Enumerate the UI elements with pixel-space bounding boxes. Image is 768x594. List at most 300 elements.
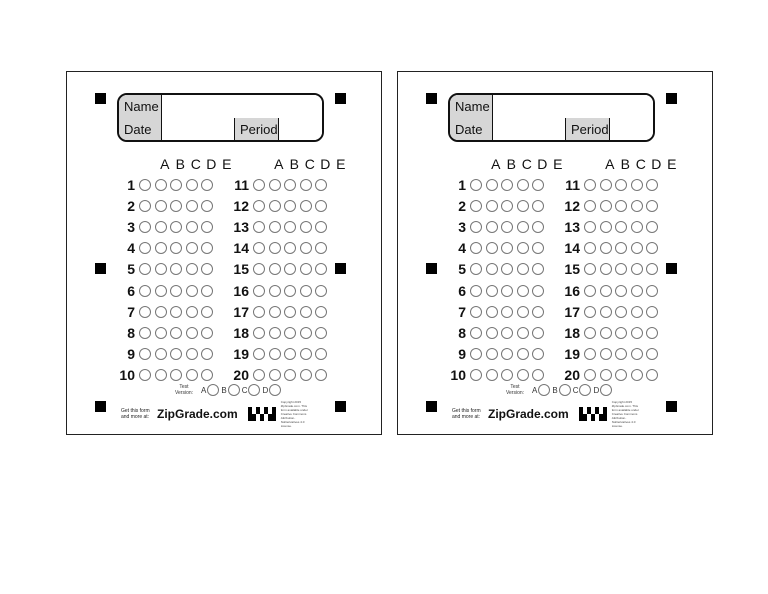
question-number: 1 <box>458 176 466 193</box>
answer-bubble[interactable] <box>486 263 498 275</box>
answer-bubble[interactable] <box>532 200 544 212</box>
choice-letter: E <box>222 156 232 172</box>
answer-bubble[interactable] <box>186 221 198 233</box>
reg-mark-top-right <box>666 93 677 104</box>
answer-bubble[interactable] <box>186 179 198 191</box>
answer-bubble[interactable] <box>517 263 529 275</box>
answer-bubble[interactable] <box>501 263 513 275</box>
answer-bubble[interactable] <box>139 327 151 339</box>
answer-bubble[interactable] <box>300 221 312 233</box>
answer-bubble[interactable] <box>646 200 658 212</box>
answer-bubble[interactable] <box>269 306 281 318</box>
answer-bubble[interactable] <box>201 369 213 381</box>
answer-bubble[interactable] <box>139 306 151 318</box>
answer-bubble[interactable] <box>201 242 213 254</box>
answer-bubble[interactable] <box>532 179 544 191</box>
answer-bubble[interactable] <box>600 263 612 275</box>
test-version <box>173 384 283 396</box>
answer-bubble[interactable] <box>139 179 151 191</box>
answer-bubble[interactable] <box>517 348 529 360</box>
answer-bubble[interactable] <box>300 348 312 360</box>
answer-bubble[interactable] <box>155 221 167 233</box>
answer-bubble[interactable] <box>600 200 612 212</box>
answer-bubble[interactable] <box>284 263 296 275</box>
answer-bubble[interactable] <box>315 285 327 297</box>
answer-bubble[interactable] <box>170 285 182 297</box>
period-label: Period <box>235 118 279 142</box>
question-row <box>442 280 548 301</box>
period-field[interactable] <box>610 118 653 142</box>
question-number: 18 <box>233 324 249 341</box>
question-number: 8 <box>127 324 135 341</box>
answer-bubble[interactable] <box>646 369 658 381</box>
answer-bubble[interactable] <box>584 369 596 381</box>
answer-bubble[interactable] <box>470 263 482 275</box>
answer-bubble[interactable] <box>155 242 167 254</box>
question-row <box>556 238 662 259</box>
answer-bubble[interactable] <box>170 200 182 212</box>
answer-bubble[interactable] <box>615 306 627 318</box>
answer-bubble[interactable] <box>517 369 529 381</box>
answer-bubble[interactable] <box>155 306 167 318</box>
answer-bubble[interactable] <box>269 348 281 360</box>
version-bubble[interactable] <box>228 384 240 396</box>
copyright-text: Copyright 2015 ZipGrade.com. This form available under Creative Commons Attribution-NoDerivatives 4.0 License. <box>611 400 639 428</box>
answer-bubble[interactable] <box>631 179 643 191</box>
answer-bubble[interactable] <box>253 242 265 254</box>
answer-bubble[interactable] <box>284 348 296 360</box>
answer-bubble[interactable] <box>584 327 596 339</box>
answer-bubble[interactable] <box>201 327 213 339</box>
answer-bubble[interactable] <box>253 179 265 191</box>
question-row <box>442 238 548 259</box>
answer-bubble[interactable] <box>584 306 596 318</box>
choice-letter: D <box>206 156 217 172</box>
question-row <box>225 216 331 237</box>
answer-bubble[interactable] <box>201 306 213 318</box>
question-number: 1 <box>127 176 135 193</box>
answer-bubble[interactable] <box>253 348 265 360</box>
question-number: 15 <box>564 261 580 278</box>
answer-bubble[interactable] <box>170 221 182 233</box>
answer-bubble[interactable] <box>186 200 198 212</box>
answer-bubble[interactable] <box>315 200 327 212</box>
answer-bubble[interactable] <box>253 306 265 318</box>
reg-mark-mid-right <box>335 263 346 274</box>
reg-mark-top-left <box>426 93 437 104</box>
answer-bubble[interactable] <box>155 263 167 275</box>
answer-bubble[interactable] <box>517 242 529 254</box>
answer-bubble[interactable] <box>532 369 544 381</box>
answer-bubble[interactable] <box>501 221 513 233</box>
student-info-box <box>448 93 655 142</box>
answer-sheet-right <box>397 71 713 435</box>
answer-bubble[interactable] <box>470 242 482 254</box>
answer-bubble[interactable] <box>139 200 151 212</box>
answer-bubble[interactable] <box>470 179 482 191</box>
answer-bubble[interactable] <box>584 221 596 233</box>
question-row <box>111 365 217 386</box>
answer-bubble[interactable] <box>646 221 658 233</box>
answer-bubble[interactable] <box>284 369 296 381</box>
brand-name: ZipGrade.com <box>488 407 569 421</box>
answer-bubble[interactable] <box>631 242 643 254</box>
answer-bubble[interactable] <box>269 327 281 339</box>
answer-bubble[interactable] <box>646 179 658 191</box>
answer-bubble[interactable] <box>646 263 658 275</box>
answer-bubble[interactable] <box>139 369 151 381</box>
version-letter: B <box>221 385 227 395</box>
answer-bubble[interactable] <box>646 285 658 297</box>
answer-bubble[interactable] <box>470 285 482 297</box>
answer-bubble[interactable] <box>315 348 327 360</box>
question-number: 9 <box>127 346 135 363</box>
answer-bubble[interactable] <box>253 200 265 212</box>
answer-bubble[interactable] <box>532 285 544 297</box>
question-row <box>225 322 331 343</box>
answer-bubble[interactable] <box>532 306 544 318</box>
answer-bubble[interactable] <box>155 179 167 191</box>
answer-bubble[interactable] <box>269 369 281 381</box>
question-number: 19 <box>233 346 249 363</box>
answer-bubble[interactable] <box>300 285 312 297</box>
answer-bubble[interactable] <box>615 285 627 297</box>
answer-bubble[interactable] <box>486 242 498 254</box>
answer-bubble[interactable] <box>615 179 627 191</box>
choice-letter: B <box>620 156 630 172</box>
answer-bubble[interactable] <box>315 306 327 318</box>
answer-bubble[interactable] <box>139 263 151 275</box>
answer-bubble[interactable] <box>517 179 529 191</box>
answer-bubble[interactable] <box>186 306 198 318</box>
question-number: 6 <box>458 282 466 299</box>
choice-letter: D <box>537 156 548 172</box>
answer-bubble[interactable] <box>284 327 296 339</box>
answer-bubble[interactable] <box>186 348 198 360</box>
answer-bubble[interactable] <box>600 179 612 191</box>
answer-bubble[interactable] <box>600 369 612 381</box>
answer-bubble[interactable] <box>315 242 327 254</box>
reg-mark-bottom-right <box>335 401 346 412</box>
choice-letter: E <box>667 156 677 172</box>
choice-letter: B <box>506 156 516 172</box>
name-field[interactable] <box>162 95 322 118</box>
answer-bubble[interactable] <box>584 179 596 191</box>
answer-bubble[interactable] <box>155 348 167 360</box>
answer-bubble[interactable] <box>486 348 498 360</box>
answer-bubble[interactable] <box>269 285 281 297</box>
period-field[interactable] <box>279 118 322 142</box>
answer-bubble[interactable] <box>615 200 627 212</box>
answer-bubble[interactable] <box>600 285 612 297</box>
answer-bubble[interactable] <box>470 306 482 318</box>
answer-bubble[interactable] <box>284 221 296 233</box>
answer-bubble[interactable] <box>615 348 627 360</box>
version-bubble[interactable] <box>207 384 219 396</box>
answer-bubble[interactable] <box>300 242 312 254</box>
question-row <box>225 344 331 365</box>
answer-bubble[interactable] <box>631 221 643 233</box>
question-number: 8 <box>458 324 466 341</box>
answer-bubble[interactable] <box>631 327 643 339</box>
reg-mark-mid-right <box>666 263 677 274</box>
answer-bubble[interactable] <box>269 200 281 212</box>
answer-bubble[interactable] <box>269 242 281 254</box>
answer-bubble[interactable] <box>170 179 182 191</box>
question-number: 9 <box>458 346 466 363</box>
answer-bubble[interactable] <box>253 285 265 297</box>
answer-bubble[interactable] <box>532 263 544 275</box>
answer-bubble[interactable] <box>631 348 643 360</box>
answer-bubble[interactable] <box>517 285 529 297</box>
version-letter: A <box>201 385 207 395</box>
answer-bubble[interactable] <box>170 369 182 381</box>
answer-bubble[interactable] <box>284 200 296 212</box>
choice-letter: A <box>274 156 284 172</box>
answer-bubble[interactable] <box>631 369 643 381</box>
version-bubble[interactable] <box>600 384 612 396</box>
answer-bubble[interactable] <box>532 221 544 233</box>
answer-bubble[interactable] <box>501 285 513 297</box>
answer-bubble[interactable] <box>155 369 167 381</box>
answer-bubble[interactable] <box>170 348 182 360</box>
answer-bubble[interactable] <box>315 221 327 233</box>
answer-bubble[interactable] <box>631 306 643 318</box>
sheet-footer <box>121 400 313 428</box>
answer-bubble[interactable] <box>646 348 658 360</box>
answer-bubble[interactable] <box>532 327 544 339</box>
answer-bubble[interactable] <box>470 348 482 360</box>
version-letter: D <box>593 385 600 395</box>
question-row <box>225 259 331 280</box>
answer-bubble[interactable] <box>253 221 265 233</box>
choice-letter: A <box>605 156 615 172</box>
version-bubble[interactable] <box>248 384 260 396</box>
answer-bubble[interactable] <box>646 242 658 254</box>
get-form-text: Get this form and more at: <box>452 408 481 420</box>
answer-bubble[interactable] <box>517 327 529 339</box>
answer-bubble[interactable] <box>315 263 327 275</box>
version-bubble[interactable] <box>559 384 571 396</box>
answer-bubble[interactable] <box>155 327 167 339</box>
answer-bubble[interactable] <box>486 327 498 339</box>
answer-bubble[interactable] <box>139 348 151 360</box>
answer-bubble[interactable] <box>315 327 327 339</box>
answer-bubble[interactable] <box>486 200 498 212</box>
answer-bubble[interactable] <box>300 327 312 339</box>
answer-bubble[interactable] <box>139 242 151 254</box>
answer-bubble[interactable] <box>615 369 627 381</box>
answer-bubble[interactable] <box>170 327 182 339</box>
question-number: 14 <box>564 240 580 257</box>
answer-bubble[interactable] <box>501 200 513 212</box>
name-field[interactable] <box>493 95 653 118</box>
question-row <box>556 365 662 386</box>
question-number: 3 <box>127 218 135 235</box>
answer-bubble[interactable] <box>584 263 596 275</box>
answer-bubble[interactable] <box>170 242 182 254</box>
answer-bubble[interactable] <box>600 306 612 318</box>
answer-bubble[interactable] <box>155 285 167 297</box>
answer-bubble[interactable] <box>584 242 596 254</box>
answer-bubble[interactable] <box>486 221 498 233</box>
question-number: 12 <box>564 197 580 214</box>
answer-bubble[interactable] <box>600 348 612 360</box>
answer-bubble[interactable] <box>470 221 482 233</box>
choice-header-left <box>488 156 566 172</box>
date-field[interactable] <box>162 118 235 142</box>
answer-bubble[interactable] <box>501 179 513 191</box>
date-label: Date <box>450 118 493 142</box>
answer-bubble[interactable] <box>486 369 498 381</box>
version-bubble[interactable] <box>538 384 550 396</box>
reg-mark-top-left <box>95 93 106 104</box>
sheet-footer <box>452 400 644 428</box>
answer-bubble[interactable] <box>284 285 296 297</box>
question-row <box>111 238 217 259</box>
question-number: 13 <box>564 218 580 235</box>
choice-letter: A <box>160 156 170 172</box>
answer-bubble[interactable] <box>201 221 213 233</box>
answer-bubble[interactable] <box>600 327 612 339</box>
choice-letter: E <box>336 156 346 172</box>
answer-bubble[interactable] <box>517 200 529 212</box>
version-letter: D <box>262 385 269 395</box>
answer-bubble[interactable] <box>646 327 658 339</box>
question-number: 17 <box>564 303 580 320</box>
question-number: 20 <box>564 367 580 384</box>
question-number: 5 <box>458 261 466 278</box>
answer-bubble[interactable] <box>631 263 643 275</box>
question-row <box>111 322 217 343</box>
answer-bubble[interactable] <box>631 285 643 297</box>
answer-bubble[interactable] <box>470 200 482 212</box>
answer-bubble[interactable] <box>284 179 296 191</box>
choice-letter: C <box>190 156 201 172</box>
answer-bubble[interactable] <box>584 285 596 297</box>
answer-bubble[interactable] <box>315 179 327 191</box>
answer-bubble[interactable] <box>186 263 198 275</box>
answer-bubble[interactable] <box>139 221 151 233</box>
reg-mark-bottom-left <box>95 401 106 412</box>
answer-bubble[interactable] <box>253 263 265 275</box>
answer-bubble[interactable] <box>584 348 596 360</box>
copyright-text: Copyright 2015 ZipGrade.com. This form available under Creative Commons Attribution-NoDerivatives 4.0 License. <box>280 400 308 428</box>
answer-bubble[interactable] <box>501 369 513 381</box>
question-number: 16 <box>233 282 249 299</box>
get-form-text: Get this form and more at: <box>121 408 150 420</box>
answer-bubble[interactable] <box>201 200 213 212</box>
answer-bubble[interactable] <box>631 200 643 212</box>
answer-bubble[interactable] <box>284 242 296 254</box>
question-row <box>111 280 217 301</box>
answer-bubble[interactable] <box>501 348 513 360</box>
answer-bubble[interactable] <box>201 179 213 191</box>
date-field[interactable] <box>493 118 566 142</box>
answer-bubble[interactable] <box>615 221 627 233</box>
answer-bubble[interactable] <box>532 242 544 254</box>
answer-bubble[interactable] <box>186 285 198 297</box>
answer-bubble[interactable] <box>486 306 498 318</box>
answer-bubble[interactable] <box>470 327 482 339</box>
answer-bubble[interactable] <box>186 327 198 339</box>
answer-bubble[interactable] <box>186 369 198 381</box>
answer-bubble[interactable] <box>300 306 312 318</box>
answer-bubble[interactable] <box>269 263 281 275</box>
question-row <box>225 365 331 386</box>
answer-bubble[interactable] <box>170 306 182 318</box>
answer-bubble[interactable] <box>269 179 281 191</box>
answer-bubble[interactable] <box>470 369 482 381</box>
answer-bubble[interactable] <box>253 369 265 381</box>
answer-bubble[interactable] <box>284 306 296 318</box>
question-number: 4 <box>127 240 135 257</box>
answer-bubble[interactable] <box>170 263 182 275</box>
question-row <box>225 238 331 259</box>
answer-bubble[interactable] <box>600 242 612 254</box>
answer-bubble[interactable] <box>501 306 513 318</box>
answer-bubble[interactable] <box>201 263 213 275</box>
question-number: 2 <box>127 197 135 214</box>
reg-mark-mid-left <box>426 263 437 274</box>
answer-bubble[interactable] <box>300 263 312 275</box>
question-row <box>556 280 662 301</box>
answer-bubble[interactable] <box>600 221 612 233</box>
question-number: 14 <box>233 240 249 257</box>
answer-bubble[interactable] <box>269 221 281 233</box>
answer-bubble[interactable] <box>517 306 529 318</box>
question-row <box>225 174 331 195</box>
question-number: 7 <box>458 303 466 320</box>
answer-bubble[interactable] <box>501 327 513 339</box>
answer-bubble[interactable] <box>615 263 627 275</box>
question-row <box>556 344 662 365</box>
answer-bubble[interactable] <box>201 285 213 297</box>
answer-bubble[interactable] <box>186 242 198 254</box>
answer-bubble[interactable] <box>201 348 213 360</box>
choice-letter: C <box>521 156 532 172</box>
answer-bubble[interactable] <box>486 285 498 297</box>
answer-bubble[interactable] <box>139 285 151 297</box>
reg-mark-top-right <box>335 93 346 104</box>
question-number: 11 <box>565 176 580 193</box>
answer-bubble[interactable] <box>584 200 596 212</box>
question-row <box>556 301 662 322</box>
answer-bubble[interactable] <box>646 306 658 318</box>
version-bubble[interactable] <box>579 384 591 396</box>
answer-bubble[interactable] <box>155 200 167 212</box>
question-number: 10 <box>450 367 466 384</box>
answer-bubble[interactable] <box>486 179 498 191</box>
question-number: 18 <box>564 324 580 341</box>
answer-bubble[interactable] <box>615 327 627 339</box>
answer-bubble[interactable] <box>253 327 265 339</box>
answer-bubble[interactable] <box>501 242 513 254</box>
answer-bubble[interactable] <box>300 369 312 381</box>
answer-bubble[interactable] <box>300 200 312 212</box>
question-number: 3 <box>458 218 466 235</box>
version-bubble[interactable] <box>269 384 281 396</box>
answer-bubble[interactable] <box>615 242 627 254</box>
answer-bubble[interactable] <box>315 369 327 381</box>
answer-bubble[interactable] <box>517 221 529 233</box>
question-number: 10 <box>119 367 135 384</box>
answer-bubble[interactable] <box>300 179 312 191</box>
reg-mark-bottom-right <box>666 401 677 412</box>
answer-bubble[interactable] <box>532 348 544 360</box>
choice-letter: C <box>635 156 646 172</box>
question-number: 5 <box>127 261 135 278</box>
